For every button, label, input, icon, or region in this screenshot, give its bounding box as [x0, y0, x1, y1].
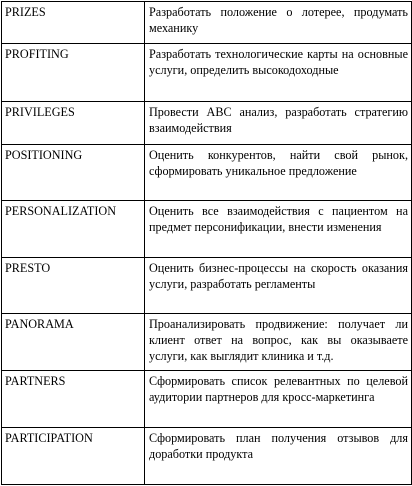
description-cell: Разработать положение о лотерее, продумать механику: [145, 2, 412, 44]
marketing-actions-table: [1, 1, 412, 485]
term-cell: PERSONALIZATION: [2, 201, 145, 258]
table-row: [2, 314, 412, 371]
table-row: [2, 428, 412, 485]
table-row: [2, 2, 412, 44]
description-cell: Сформировать план получения отзывов для доработки продукта: [145, 428, 412, 485]
description-cell: Провести ABC анализ, разработать стратегию взаимодействия: [145, 102, 412, 145]
table-row: [2, 258, 412, 314]
table-row: [2, 102, 412, 145]
table-row: [2, 44, 412, 102]
description-cell: Разработать технологические карты на основные услуги, определить высокодоходные: [145, 44, 412, 102]
description-cell: Проанализировать продвижение: получает ли клиент ответ на вопрос, как вы оказываете услуги, как выглядит клиника и т.д.: [145, 314, 412, 371]
term-cell: POSITIONING: [2, 145, 145, 201]
term-cell: PANORAMA: [2, 314, 145, 371]
term-cell: PRIVILEGES: [2, 102, 145, 145]
term-cell: PARTICIPATION: [2, 428, 145, 485]
table-row: [2, 201, 412, 258]
table-row: [2, 371, 412, 428]
term-cell: PROFITING: [2, 44, 145, 102]
description-cell: Сформировать список релевантных по целевой аудитории партнеров для кросс-маркетинга: [145, 371, 412, 428]
term-cell: PRIZES: [2, 2, 145, 44]
description-cell: Оценить все взаимодействия с пациентом на предмет персонификации, внести изменения: [145, 201, 412, 258]
term-cell: PARTNERS: [2, 371, 145, 428]
description-cell: Оценить бизнес-процессы на скорость оказания услуги, разработать регламенты: [145, 258, 412, 314]
description-cell: Оценить конкурентов, найти свой рынок, сформировать уникальное предложение: [145, 145, 412, 201]
term-cell: PRESTO: [2, 258, 145, 314]
table-row: [2, 145, 412, 201]
